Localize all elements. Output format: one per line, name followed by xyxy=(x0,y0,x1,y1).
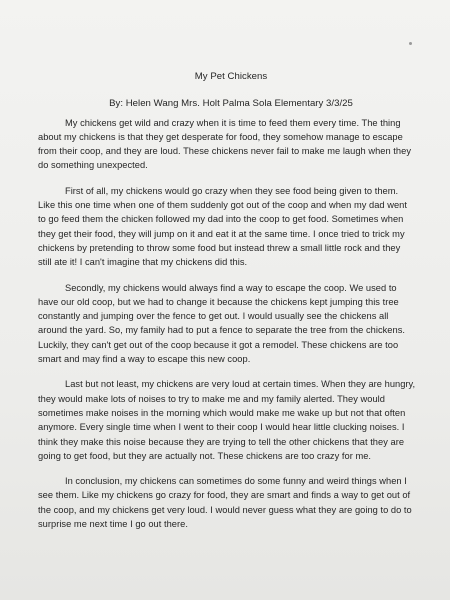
paper-speck xyxy=(409,42,412,45)
essay-byline: By: Helen Wang Mrs. Holt Palma Sola Elementary 3/3/25 xyxy=(109,98,353,110)
paragraph-second-point: Secondly, my chickens would always find a way to escape the coop. We used to have our old coop, but we had to change it because the chickens kept jumping this tree constantly and jumping over the fence to get out. I would usually see the chickens all around the yard. So, my family had to put a fence to separate the tree from the chickens. Luckily, they can't get out of the coop because it got a remodel. These chickens are too smart and may find a way to escape this new coop. xyxy=(38,282,405,365)
paragraph-conclusion: In conclusion, my chickens can sometimes do some funny and weird things when I see them. Like my chickens go crazy for food, they are smart and finds a way to get out of the coop, and my chickens get very loud. I would never guess what they are going to do to surprise me next time I go out there. xyxy=(38,476,412,530)
paragraph-third-point: Last but not least, my chickens are very loud at certain times. When they are hungry, they would make lots of noises to try to make me and my family alerted. They would sometimes make noises in the morning which would make me wake up but not that often anymore. Every single time when I went to their coop I would hear little clucking noises. I think they make this noise because they are trying to tell the other chickens that they are going to get food, but they are actually not. These chickens are too crazy for me. xyxy=(38,379,416,461)
essay-body xyxy=(38,70,416,542)
essay-title: My Pet Chickens xyxy=(194,71,268,82)
paragraph-first-point: First of all, my chickens would go crazy when they see food being given to them. Like this one time when one of them suddenly got out of the coop and when my dad went to go feed them the chicken followed my dad into the coop to get food. Sometimes when they get their food, they will jump on it and eat it at the same time. I once tried to trick my chickens by pretending to throw some food but instead threw a small little rock and they still ate it! I can't imagine that my chickens did this. xyxy=(38,185,407,268)
paragraph-introduction: My chickens get wild and crazy when it is time to feed them every time. The thing about my chickens is that they get desperate for food, they somehow manage to escape from their coop, and they are loud. These chickens never fail to make me laugh when they do something unexpected. xyxy=(38,117,411,171)
